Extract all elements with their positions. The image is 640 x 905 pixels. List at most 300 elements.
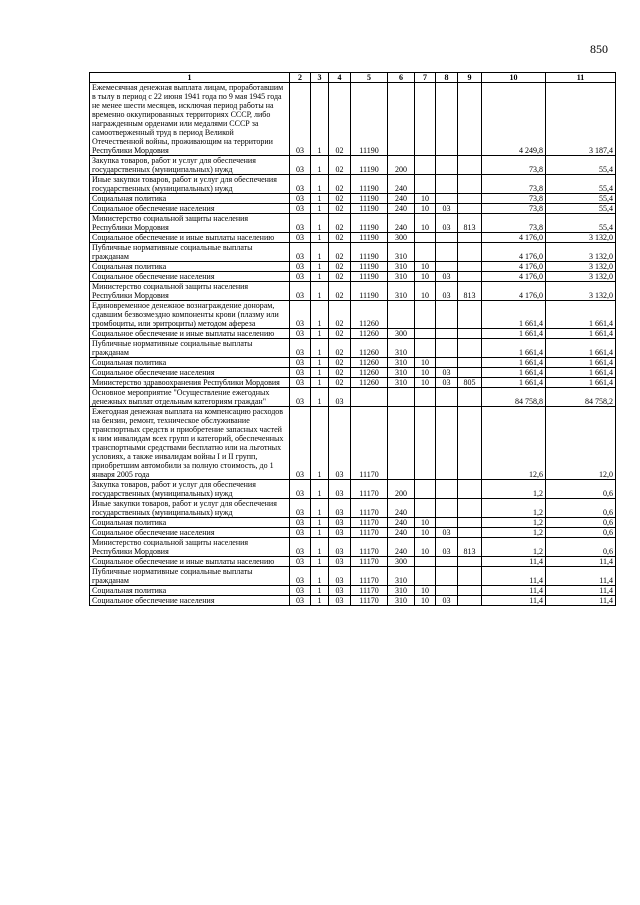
cell-col-4: 02 [329,214,351,233]
cell-col-4: 03 [329,596,351,606]
row-name-cell: Ежемесячная денежная выплата лицам, проработавшим в тылу в период с 22 июня 1941 года по 9 мая 1945 года не менее шести месяцев, исключая период работы на временно оккупированных территориях СССР, либо награжденным орденами или медалями СССР за самоотверженный труд в период Великой Отечественной войны, проживающим на территории Республики Мордовия [90,83,290,156]
cell-col-7: 10 [415,282,436,301]
cell-col-6: 300 [388,329,415,339]
cell-col-8 [436,518,458,528]
row-name-cell: Социальное обеспечение и иные выплаты населению [90,329,290,339]
cell-col-11: 0,6 [546,480,616,499]
cell-col-4: 02 [329,243,351,262]
cell-col-8 [436,156,458,175]
cell-col-5: 11190 [351,272,388,282]
cell-col-5: 11190 [351,214,388,233]
cell-col-10: 73,8 [482,175,546,194]
cell-col-4: 03 [329,528,351,538]
row-name-cell: Социальное обеспечение населения [90,596,290,606]
cell-col-3: 1 [311,233,329,243]
cell-col-4: 02 [329,83,351,156]
cell-col-10: 1,2 [482,518,546,528]
cell-col-3: 1 [311,480,329,499]
cell-col-10: 73,8 [482,214,546,233]
cell-col-11: 11,4 [546,586,616,596]
table-row [90,175,616,194]
cell-col-2: 03 [290,596,311,606]
row-name-cell: Закупка товаров, работ и услуг для обеспечения государственных (муниципальных) нужд [90,156,290,175]
row-name-cell: Социальная политика [90,518,290,528]
cell-col-3: 1 [311,499,329,518]
cell-col-11: 84 758,2 [546,388,616,407]
cell-col-11: 0,6 [546,518,616,528]
cell-col-5: 11190 [351,156,388,175]
row-name-cell: Социальная политика [90,262,290,272]
cell-col-10: 73,8 [482,156,546,175]
cell-col-9: 813 [458,282,482,301]
cell-col-10: 4 176,0 [482,233,546,243]
cell-col-9 [458,156,482,175]
cell-col-10: 84 758,8 [482,388,546,407]
cell-col-11: 55,4 [546,194,616,204]
cell-col-5: 11190 [351,282,388,301]
cell-col-9 [458,407,482,480]
cell-col-6: 310 [388,243,415,262]
column-header-5: 5 [351,73,388,83]
cell-col-10: 11,4 [482,557,546,567]
cell-col-11: 55,4 [546,156,616,175]
cell-col-9 [458,301,482,329]
cell-col-3: 1 [311,339,329,358]
cell-col-2: 03 [290,499,311,518]
page-number: 850 [590,42,608,56]
row-name-cell: Министерство здравоохранения Республики Мордовия [90,378,290,388]
cell-col-2: 03 [290,567,311,586]
cell-col-2: 03 [290,243,311,262]
cell-col-3: 1 [311,175,329,194]
cell-col-10: 1 661,4 [482,378,546,388]
cell-col-2: 03 [290,339,311,358]
cell-col-3: 1 [311,329,329,339]
cell-col-8 [436,586,458,596]
row-name-cell: Основное мероприятие "Осуществление ежегодных денежных выплат отдельным категориям граждан" [90,388,290,407]
cell-col-11: 55,4 [546,175,616,194]
cell-col-9 [458,518,482,528]
cell-col-3: 1 [311,518,329,528]
budget-table [89,72,616,606]
cell-col-10: 4 176,0 [482,272,546,282]
table-row [90,272,616,282]
column-header-9: 9 [458,73,482,83]
cell-col-4: 02 [329,301,351,329]
row-name-cell: Министерство социальной защиты населения Республики Мордовия [90,214,290,233]
cell-col-7 [415,407,436,480]
cell-col-2: 03 [290,557,311,567]
cell-col-2: 03 [290,83,311,156]
cell-col-6: 240 [388,518,415,528]
cell-col-7: 10 [415,368,436,378]
cell-col-8 [436,567,458,586]
cell-col-8 [436,175,458,194]
cell-col-5: 11190 [351,83,388,156]
cell-col-3: 1 [311,262,329,272]
cell-col-9 [458,567,482,586]
cell-col-4: 02 [329,156,351,175]
cell-col-11: 3 132,0 [546,272,616,282]
cell-col-7: 10 [415,358,436,368]
cell-col-9 [458,596,482,606]
table-row [90,388,616,407]
cell-col-4: 02 [329,339,351,358]
cell-col-2: 03 [290,368,311,378]
table-row [90,339,616,358]
cell-col-7 [415,499,436,518]
cell-col-5: 11170 [351,528,388,538]
cell-col-5: 11190 [351,233,388,243]
table-row [90,378,616,388]
cell-col-3: 1 [311,368,329,378]
cell-col-9 [458,194,482,204]
cell-col-7 [415,301,436,329]
cell-col-11: 1 661,4 [546,378,616,388]
cell-col-8 [436,339,458,358]
cell-col-2: 03 [290,358,311,368]
cell-col-9 [458,204,482,214]
cell-col-5: 11190 [351,204,388,214]
cell-col-9 [458,272,482,282]
cell-col-6: 200 [388,480,415,499]
cell-col-5: 11260 [351,378,388,388]
cell-col-6: 200 [388,156,415,175]
cell-col-6: 240 [388,204,415,214]
cell-col-2: 03 [290,262,311,272]
cell-col-8 [436,388,458,407]
row-name-cell: Министерство социальной защиты населения Республики Мордовия [90,282,290,301]
table-row [90,567,616,586]
cell-col-7: 10 [415,378,436,388]
table-row [90,194,616,204]
cell-col-4: 02 [329,204,351,214]
row-name-cell: Социальная политика [90,586,290,596]
cell-col-9 [458,586,482,596]
cell-col-7 [415,233,436,243]
cell-col-5: 11260 [351,329,388,339]
cell-col-8 [436,262,458,272]
cell-col-8: 03 [436,596,458,606]
cell-col-7 [415,480,436,499]
cell-col-5: 11170 [351,596,388,606]
cell-col-7: 10 [415,538,436,557]
cell-col-2: 03 [290,538,311,557]
column-header-10: 10 [482,73,546,83]
cell-col-6: 240 [388,528,415,538]
cell-col-3: 1 [311,557,329,567]
cell-col-6: 310 [388,262,415,272]
cell-col-8: 03 [436,528,458,538]
table-row [90,358,616,368]
cell-col-10: 1 661,4 [482,329,546,339]
cell-col-7: 10 [415,194,436,204]
table-row [90,596,616,606]
cell-col-3: 1 [311,596,329,606]
cell-col-4: 03 [329,586,351,596]
cell-col-3: 1 [311,282,329,301]
cell-col-10: 4 176,0 [482,282,546,301]
cell-col-3: 1 [311,407,329,480]
cell-col-5: 11170 [351,586,388,596]
cell-col-10: 4 176,0 [482,243,546,262]
row-name-cell: Иные закупки товаров, работ и услуг для обеспечения государственных (муниципальных) нужд [90,175,290,194]
cell-col-9 [458,388,482,407]
cell-col-6: 240 [388,538,415,557]
cell-col-2: 03 [290,407,311,480]
cell-col-8: 03 [436,272,458,282]
cell-col-7 [415,243,436,262]
cell-col-2: 03 [290,480,311,499]
cell-col-4: 03 [329,518,351,528]
cell-col-4: 03 [329,557,351,567]
row-name-cell: Ежегодная денежная выплата на компенсацию расходов на бензин, ремонт, техническое обслуживание транспортных средств и приобретение запасных частей к ним инвалидам всех групп и категорий, обеспеченных транспортными средствами бесплатно или на льготных условиях, а также инвалидам войны I и II групп, приобретшим автомобили за полную стоимость, до 1 января 2005 года [90,407,290,480]
table-body [90,83,616,606]
cell-col-9 [458,262,482,272]
cell-col-6: 310 [388,378,415,388]
column-header-4: 4 [329,73,351,83]
cell-col-7 [415,329,436,339]
row-name-cell: Единовременное денежное вознаграждение донорам, сдавшим безвозмездно компоненты крови (плазму или тромбоциты, или эритроциты) методом афереза [90,301,290,329]
cell-col-10: 73,8 [482,204,546,214]
cell-col-2: 03 [290,282,311,301]
cell-col-11: 11,4 [546,557,616,567]
cell-col-7 [415,156,436,175]
cell-col-2: 03 [290,194,311,204]
table-row [90,282,616,301]
row-name-cell: Социальное обеспечение населения [90,272,290,282]
cell-col-7: 10 [415,214,436,233]
cell-col-9 [458,368,482,378]
row-name-cell: Социальная политика [90,358,290,368]
cell-col-10: 1,2 [482,480,546,499]
cell-col-6: 310 [388,339,415,358]
table-row [90,528,616,538]
cell-col-8: 03 [436,538,458,557]
cell-col-8 [436,358,458,368]
cell-col-11: 1 661,4 [546,358,616,368]
cell-col-3: 1 [311,194,329,204]
cell-col-3: 1 [311,586,329,596]
cell-col-6: 300 [388,233,415,243]
cell-col-4: 03 [329,567,351,586]
cell-col-5: 11190 [351,262,388,272]
cell-col-4: 02 [329,272,351,282]
cell-col-9 [458,243,482,262]
row-name-cell: Социальное обеспечение и иные выплаты населению [90,233,290,243]
cell-col-10: 4 176,0 [482,262,546,272]
cell-col-2: 03 [290,388,311,407]
cell-col-8: 03 [436,204,458,214]
cell-col-9: 813 [458,214,482,233]
cell-col-7: 10 [415,272,436,282]
cell-col-10: 11,4 [482,596,546,606]
cell-col-3: 1 [311,243,329,262]
cell-col-3: 1 [311,301,329,329]
cell-col-8: 03 [436,282,458,301]
cell-col-2: 03 [290,272,311,282]
cell-col-11: 1 661,4 [546,339,616,358]
cell-col-2: 03 [290,204,311,214]
cell-col-4: 02 [329,378,351,388]
column-header-1: 1 [90,73,290,83]
cell-col-11: 11,4 [546,567,616,586]
cell-col-8 [436,233,458,243]
cell-col-4: 03 [329,407,351,480]
cell-col-7 [415,388,436,407]
cell-col-7: 10 [415,528,436,538]
cell-col-6 [388,407,415,480]
cell-col-5: 11170 [351,518,388,528]
cell-col-4: 02 [329,368,351,378]
table-row [90,262,616,272]
cell-col-5: 11190 [351,175,388,194]
cell-col-6: 310 [388,368,415,378]
row-name-cell: Социальное обеспечение населения [90,204,290,214]
cell-col-11: 3 132,0 [546,243,616,262]
cell-col-11: 0,6 [546,528,616,538]
table-row [90,329,616,339]
cell-col-2: 03 [290,518,311,528]
cell-col-6: 240 [388,214,415,233]
cell-col-5: 11260 [351,368,388,378]
cell-col-7 [415,567,436,586]
cell-col-5: 11260 [351,301,388,329]
table-row [90,538,616,557]
cell-col-5: 11170 [351,557,388,567]
cell-col-11: 55,4 [546,214,616,233]
cell-col-10: 12,6 [482,407,546,480]
cell-col-9 [458,480,482,499]
cell-col-9 [458,83,482,156]
cell-col-6: 310 [388,586,415,596]
cell-col-10: 1 661,4 [482,358,546,368]
cell-col-5: 11260 [351,358,388,368]
cell-col-3: 1 [311,528,329,538]
table-row [90,301,616,329]
cell-col-10: 1,2 [482,538,546,557]
cell-col-5: 11190 [351,243,388,262]
cell-col-6 [388,301,415,329]
cell-col-4: 03 [329,538,351,557]
cell-col-3: 1 [311,567,329,586]
cell-col-11: 1 661,4 [546,368,616,378]
cell-col-6: 310 [388,358,415,368]
cell-col-6: 240 [388,499,415,518]
cell-col-6: 240 [388,194,415,204]
row-name-cell: Закупка товаров, работ и услуг для обеспечения государственных (муниципальных) нужд [90,480,290,499]
table-row [90,243,616,262]
row-name-cell: Публичные нормативные социальные выплаты гражданам [90,339,290,358]
cell-col-4: 02 [329,194,351,204]
column-header-2: 2 [290,73,311,83]
column-header-6: 6 [388,73,415,83]
cell-col-9 [458,557,482,567]
cell-col-2: 03 [290,329,311,339]
cell-col-5: 11170 [351,480,388,499]
cell-col-11: 0,6 [546,538,616,557]
cell-col-3: 1 [311,156,329,175]
cell-col-8 [436,557,458,567]
table-row [90,233,616,243]
cell-col-3: 1 [311,83,329,156]
cell-col-11: 1 661,4 [546,301,616,329]
cell-col-3: 1 [311,204,329,214]
cell-col-7 [415,83,436,156]
cell-col-6: 310 [388,272,415,282]
cell-col-8 [436,194,458,204]
cell-col-5 [351,388,388,407]
row-name-cell: Министерство социальной защиты населения Республики Мордовия [90,538,290,557]
cell-col-9 [458,339,482,358]
cell-col-9 [458,233,482,243]
cell-col-10: 1 661,4 [482,301,546,329]
cell-col-11: 1 661,4 [546,329,616,339]
cell-col-2: 03 [290,175,311,194]
cell-col-3: 1 [311,388,329,407]
cell-col-4: 02 [329,175,351,194]
cell-col-2: 03 [290,156,311,175]
cell-col-6: 300 [388,557,415,567]
cell-col-8: 03 [436,214,458,233]
cell-col-8 [436,243,458,262]
table-header-row [90,73,616,83]
cell-col-4: 03 [329,388,351,407]
cell-col-5: 11190 [351,194,388,204]
row-name-cell: Публичные нормативные социальные выплаты гражданам [90,243,290,262]
row-name-cell: Публичные нормативные социальные выплаты гражданам [90,567,290,586]
cell-col-10: 4 249,8 [482,83,546,156]
cell-col-7: 10 [415,262,436,272]
column-header-7: 7 [415,73,436,83]
cell-col-4: 03 [329,499,351,518]
cell-col-9 [458,358,482,368]
cell-col-5: 11170 [351,538,388,557]
cell-col-5: 11170 [351,499,388,518]
cell-col-4: 02 [329,358,351,368]
cell-col-10: 1,2 [482,499,546,518]
table-row [90,368,616,378]
cell-col-10: 73,8 [482,194,546,204]
cell-col-7 [415,339,436,358]
cell-col-8 [436,499,458,518]
cell-col-2: 03 [290,378,311,388]
cell-col-7 [415,175,436,194]
cell-col-11: 3 132,0 [546,282,616,301]
cell-col-2: 03 [290,214,311,233]
cell-col-9: 813 [458,538,482,557]
cell-col-11: 3 132,0 [546,233,616,243]
cell-col-3: 1 [311,214,329,233]
table-row [90,480,616,499]
cell-col-8 [436,407,458,480]
cell-col-8 [436,329,458,339]
cell-col-4: 02 [329,282,351,301]
cell-col-8 [436,480,458,499]
cell-col-9: 805 [458,378,482,388]
cell-col-4: 02 [329,262,351,272]
cell-col-5: 11170 [351,407,388,480]
row-name-cell: Социальное обеспечение и иные выплаты населению [90,557,290,567]
cell-col-8 [436,83,458,156]
cell-col-10: 1 661,4 [482,368,546,378]
row-name-cell: Иные закупки товаров, работ и услуг для обеспечения государственных (муниципальных) нужд [90,499,290,518]
column-header-3: 3 [311,73,329,83]
cell-col-11: 55,4 [546,204,616,214]
cell-col-9 [458,175,482,194]
cell-col-11: 0,6 [546,499,616,518]
table-row [90,214,616,233]
